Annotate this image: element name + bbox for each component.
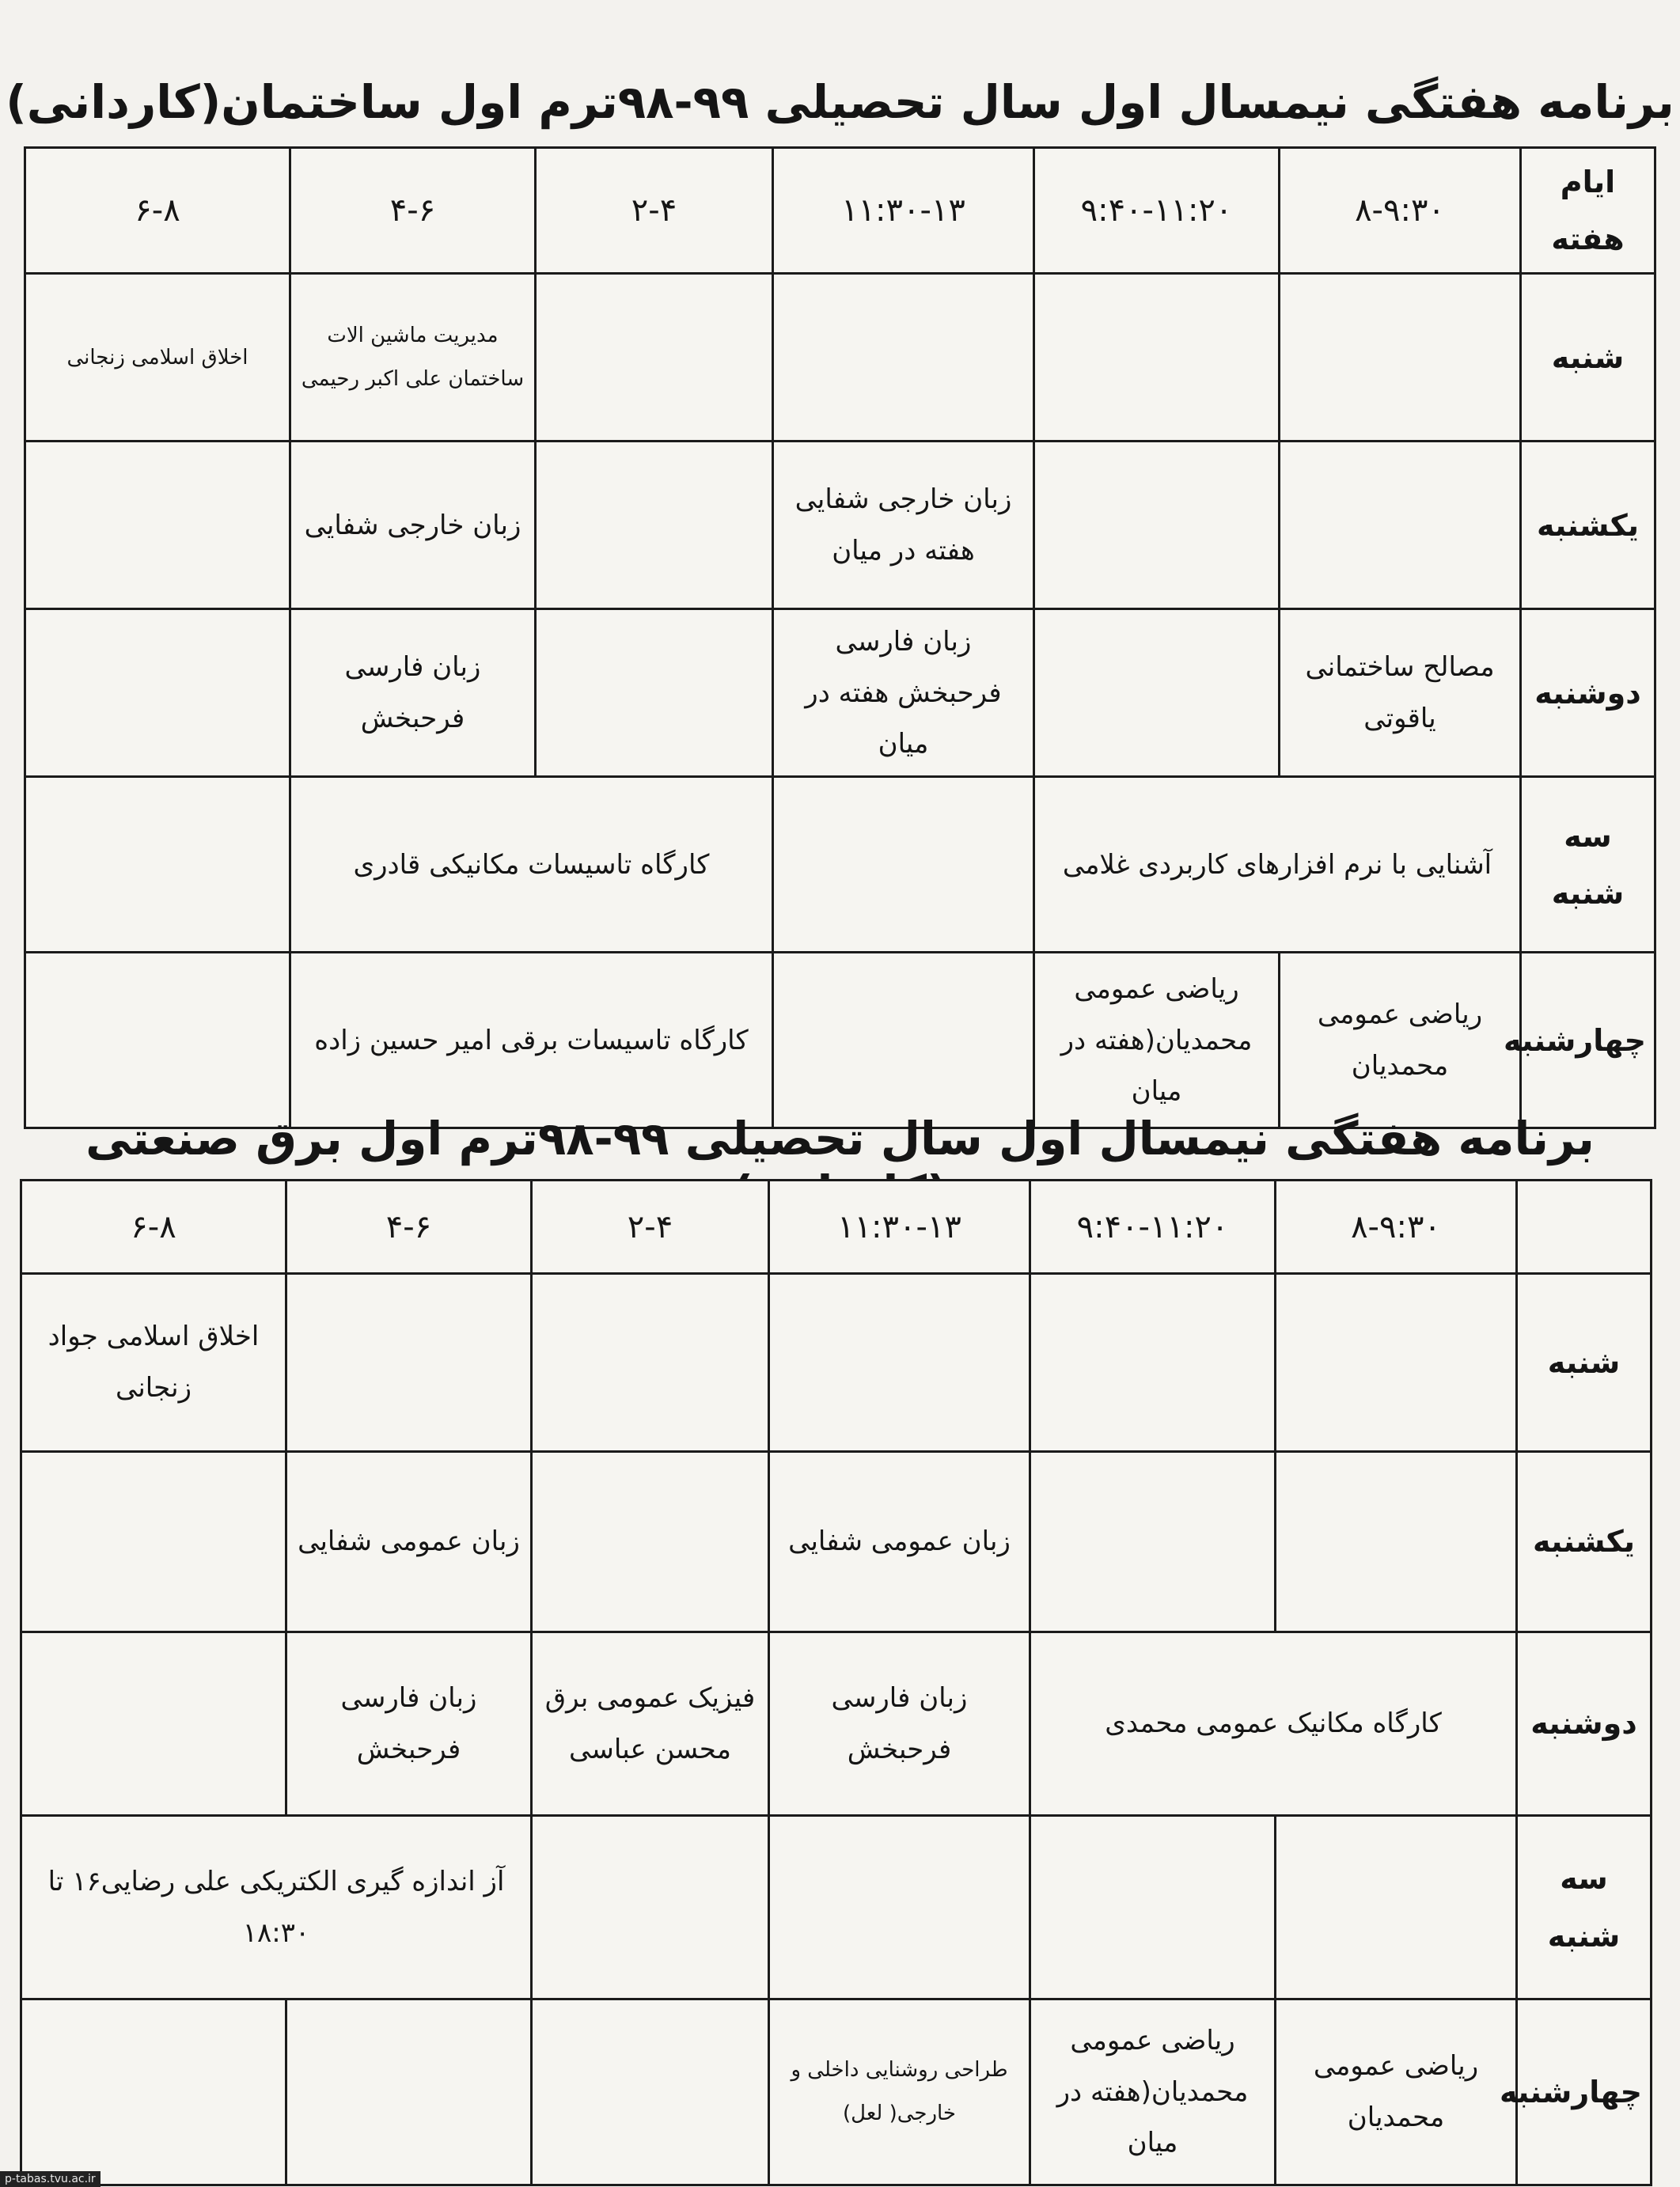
- schedule-cell: [532, 1999, 769, 2185]
- time-header-6: ۶-۸: [25, 148, 290, 274]
- table-row: [21, 1274, 1652, 1452]
- schedule-cell: [1280, 274, 1521, 442]
- table-row: [25, 609, 1655, 777]
- schedule-cell: [1030, 1816, 1276, 1999]
- table-row: [25, 274, 1655, 442]
- schedule-cell: [286, 1274, 532, 1452]
- table-row: [21, 1632, 1652, 1816]
- header-row: [25, 148, 1655, 274]
- table1-title: برنامه هفتگی نیمسال اول سال تحصیلی ۹۹-۹۸ترم اول ساختمان(کاردانی): [6, 75, 1674, 129]
- day-label: چهارشنبه: [1517, 1999, 1652, 2185]
- schedule-cell: [1280, 442, 1521, 609]
- day-label: یکشنبه: [1517, 1452, 1652, 1632]
- day-label: سه شنبه: [1517, 1816, 1652, 1999]
- schedule-cell: [532, 1274, 769, 1452]
- schedule-cell: زبان فارسی فرحبخش: [286, 1632, 532, 1816]
- table2-title: برنامه هفتگی نیمسال اول سال تحصیلی ۹۹-۹۸ترم اول برق صنعتی: [85, 1112, 1595, 1166]
- day-label: دوشنبه: [1521, 609, 1655, 777]
- schedule-cell: [25, 953, 290, 1128]
- time-header-2: ۹:۴۰-۱۱:۲۰: [1030, 1181, 1276, 1274]
- schedule-cell: [1034, 442, 1280, 609]
- schedule-cell: [1030, 1274, 1276, 1452]
- schedule-cell: آز اندازه گیری الکتریکی علی رضایی۱۶ تا ۱۸:۳۰: [21, 1816, 532, 1999]
- schedule-cell: اخلاق اسلامی زنجانی: [25, 274, 290, 442]
- table-row: [21, 1452, 1652, 1632]
- schedule-cell: طراحی روشنایی داخلی و خارجی( لعل): [769, 1999, 1030, 2185]
- schedule-cell: [21, 1632, 286, 1816]
- schedule-cell: ریاضی عمومی محمدیان: [1280, 953, 1521, 1128]
- schedule-cell: [1034, 609, 1280, 777]
- schedule-cell: ریاضی عمومی محمدیان: [1276, 1999, 1517, 2185]
- schedule-cell: زبان خارجی شفایی: [290, 442, 536, 609]
- weekdays-header: ایام هفته: [1521, 148, 1655, 274]
- time-header-4: ۲-۴: [532, 1181, 769, 1274]
- schedule-cell: [1276, 1274, 1517, 1452]
- time-header-4: ۲-۴: [536, 148, 773, 274]
- table-row: [25, 777, 1655, 953]
- day-label: شنبه: [1521, 274, 1655, 442]
- schedule-cell: [1276, 1816, 1517, 1999]
- schedule-cell: زبان عمومی شفایی: [286, 1452, 532, 1632]
- schedule-cell: [1034, 274, 1280, 442]
- schedule-cell: [25, 777, 290, 953]
- time-header-1: ۸-۹:۳۰: [1280, 148, 1521, 274]
- schedule-cell: [532, 1452, 769, 1632]
- schedule-cell: کارگاه تاسیسات مکانیکی قادری: [290, 777, 773, 953]
- schedule-cell: زبان فارسی فرحبخش: [290, 609, 536, 777]
- schedule-cell: [536, 609, 773, 777]
- day-label: دوشنبه: [1517, 1632, 1652, 1816]
- schedule-cell: [21, 1999, 286, 2185]
- schedule-table-electrical: [20, 1179, 1652, 2186]
- schedule-cell: زبان عمومی شفایی: [769, 1452, 1030, 1632]
- schedule-cell: [769, 1274, 1030, 1452]
- watermark-logo: p-tabas.tvu.ac.ir: [0, 2171, 100, 2187]
- schedule-cell: [21, 1452, 286, 1632]
- table-row: [25, 953, 1655, 1128]
- schedule-cell: [773, 274, 1034, 442]
- time-header-3: ۱۱:۳۰-۱۳: [773, 148, 1034, 274]
- weekdays-header: [1517, 1181, 1652, 1274]
- time-header-5: ۴-۶: [286, 1181, 532, 1274]
- schedule-cell: [769, 1816, 1030, 1999]
- schedule-cell: [286, 1999, 532, 2185]
- schedule-cell: [1276, 1452, 1517, 1632]
- schedule-cell: [536, 274, 773, 442]
- time-header-2: ۹:۴۰-۱۱:۲۰: [1034, 148, 1280, 274]
- table-row: [21, 1999, 1652, 2185]
- schedule-cell: کارگاه تاسیسات برقی امیر حسین زاده: [290, 953, 773, 1128]
- schedule-cell: ریاضی عمومی محمدیان(هفته در میان: [1034, 953, 1280, 1128]
- day-label: سه شنبه: [1521, 777, 1655, 953]
- header-row: [21, 1181, 1652, 1274]
- schedule-cell: اخلاق اسلامی جواد زنجانی: [21, 1274, 286, 1452]
- time-header-6: ۶-۸: [21, 1181, 286, 1274]
- time-header-1: ۸-۹:۳۰: [1276, 1181, 1517, 1274]
- table-row: [25, 442, 1655, 609]
- schedule-cell: زبان فارسی فرحبخش: [769, 1632, 1030, 1816]
- schedule-cell: [773, 953, 1034, 1128]
- schedule-table-construction: [24, 146, 1656, 1129]
- time-header-5: ۴-۶: [290, 148, 536, 274]
- day-label: شنبه: [1517, 1274, 1652, 1452]
- schedule-cell: [25, 442, 290, 609]
- schedule-cell: [1030, 1452, 1276, 1632]
- day-label: چهارشنبه: [1521, 953, 1655, 1128]
- schedule-cell: [25, 609, 290, 777]
- schedule-cell: زبان فارسی فرحبخش هفته در میان: [773, 609, 1034, 777]
- schedule-cell: فیزیک عمومی برق محسن عباسی: [532, 1632, 769, 1816]
- table-row: [21, 1816, 1652, 1999]
- schedule-cell: مدیریت ماشین الات ساختمان علی اکبر رحیمی: [290, 274, 536, 442]
- day-label: یکشنبه: [1521, 442, 1655, 609]
- schedule-cell: [532, 1816, 769, 1999]
- schedule-cell: [536, 442, 773, 609]
- schedule-cell: [773, 777, 1034, 953]
- schedule-cell: ریاضی عمومی محمدیان(هفته در میان: [1030, 1999, 1276, 2185]
- schedule-cell: مصالح ساختمانی یاقوتی: [1280, 609, 1521, 777]
- time-header-3: ۱۱:۳۰-۱۳: [769, 1181, 1030, 1274]
- schedule-cell: زبان خارجی شفایی هفته در میان: [773, 442, 1034, 609]
- schedule-cell: آشنایی با نرم افزارهای کاربردی غلامی: [1034, 777, 1521, 953]
- schedule-cell: کارگاه مکانیک عمومی محمدی: [1030, 1632, 1517, 1816]
